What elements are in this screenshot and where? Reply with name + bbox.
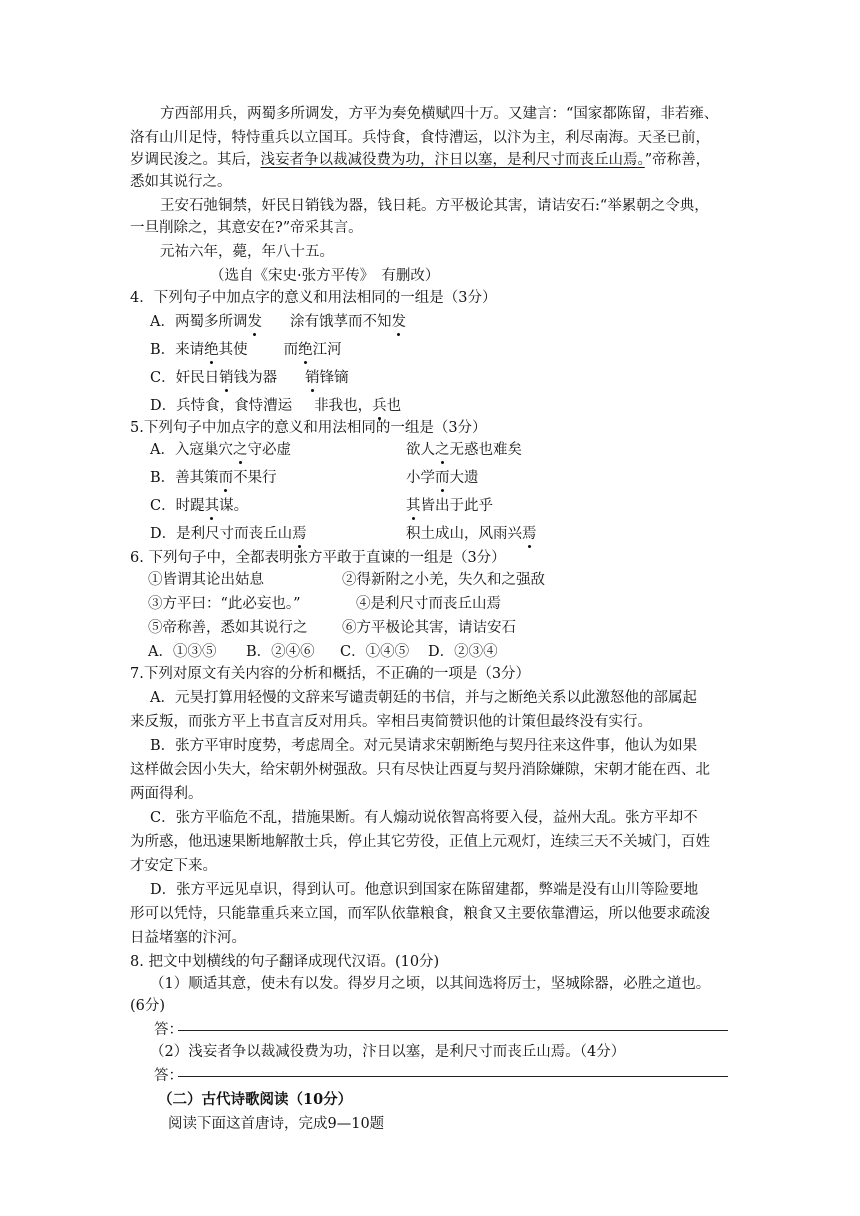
q7-option-d: 日益堵塞的汴河。 [130, 930, 246, 946]
passage-line: 悉如其说行之。 [130, 174, 232, 190]
q4-option-a: A．两蜀多所调发 涂有饿莩而不知发 [150, 314, 406, 330]
passage-source: （选自《宋史·张方平传》 有删改） [210, 268, 440, 284]
passage-line: 方西部用兵，两蜀多所调发，方平为奏免横赋四十万。又建言：“国家都陈留，非若雍、 [160, 106, 719, 122]
q8-sentence-1-score: (6分) [130, 998, 166, 1014]
section-heading: （二）古代诗歌阅读（10分） [158, 1091, 353, 1108]
q7-option-a: A．元昊打算用轻慢的文辞来写谴责朝廷的书信，并与之断绝关系以此激怒他的部属起 [150, 690, 697, 706]
q5-option-c-left: C．时踶其谋。 [150, 498, 249, 514]
question-4-stem: 4．下列句子中加点字的意义和用法相同的一组是（3分） [130, 290, 497, 306]
q6-item: ⑥方平极论其害，请诘安石 [342, 620, 516, 636]
question-7-stem: 7.下列对原文有关内容的分析和概括，不正确的一项是（3分） [130, 666, 531, 682]
q4-option-b: B．来请绝其使 而绝江河 [150, 342, 342, 358]
q5-option-a-left: A．入寇巢穴之守必虚 [150, 442, 291, 458]
q4-option-c: C．奸民日销钱为器 销锋镝 [150, 370, 349, 386]
q7-option-a: 来反叛，而张方平上书直言反对用兵。宰相吕夷简赞识他的计策但最终没有实行。 [130, 714, 652, 730]
q8-sentence-1: （1）顺适其意，使未有以发。得岁月之顷，以其间选将厉士，坚城除器，必胜之道也。 [150, 976, 711, 992]
passage-line: 一旦削除之，其意安在?”帝采其言。 [130, 220, 363, 236]
q6-choice: D．②③④ [428, 644, 498, 660]
q5-option-d-left: D．是利尺寸而丧丘山焉 [150, 526, 307, 542]
q5-option-b-left: B．善其策而不果行 [150, 470, 277, 486]
q5-option-b-right: 小学而大遗 [406, 470, 479, 486]
underlined-sentence: 浅妄者争以裁减役费为功，汴日以塞，是利尺寸而丧丘山焉。 [260, 152, 645, 168]
q6-item: ③方平曰：“此必妄也。” [148, 596, 301, 612]
q6-choice: C．①④⑤ [340, 644, 410, 660]
answer-line-1[interactable] [178, 1030, 728, 1031]
q4-option-d: D．兵恃食，食恃漕运 非我也，兵也 [150, 398, 402, 414]
q7-option-d: 形可以凭恃，只能靠重兵来立国，而军队依靠粮食，粮食又主要依靠漕运，所以他要求疏浚 [130, 906, 710, 922]
answer-label-2: 答： [154, 1068, 183, 1084]
question-5-stem: 5.下列句子中加点字的意义和用法相同的一组是（3分） [130, 420, 487, 436]
question-6-stem: 6. 下列句子中，全都表明张方平敢于直谏的一组是（3分） [130, 550, 506, 566]
q6-item: ⑤帝称善，悉如其说行之 [148, 620, 308, 636]
section-intro: 阅读下面这首唐诗，完成9—10题 [168, 1116, 385, 1132]
answer-line-2[interactable] [178, 1076, 728, 1077]
q5-option-c-right: 其皆出于此乎 [406, 498, 493, 514]
q7-option-c: C．张方平临危不乱，措施果断。有人煽动说依智高将要入侵，益州大乱。张方平却不 [150, 810, 698, 826]
passage-line: 王安石弛铜禁，奸民日销钱为器，钱日耗。方平极论其害，请诘安石:“举累朝之令典， [160, 198, 709, 214]
q7-option-b: 这样做会因小失大，给宋朝外树强敌。只有尽快让西夏与契丹消除嫌隙，宋朝才能在西、北 [130, 762, 710, 778]
q7-option-b: 两面得利。 [130, 786, 203, 802]
passage-line: 洛有山川足恃，特恃重兵以立国耳。兵恃食，食恃漕运，以汴为主，利尽南海。天圣已前， [130, 130, 710, 146]
q7-option-d: D．张方平远见卓识，得到认可。他意识到国家在陈留建都，弊端是没有山川等险要地 [150, 882, 699, 898]
passage-line: 元祐六年，薨，年八十五。 [160, 244, 334, 260]
passage-line: 岁调民浚之。其后，浅妄者争以裁减役费为功，汴日以塞，是利尺寸而丧丘山焉。”帝称善， [130, 152, 711, 168]
q6-choice: A．①③⑤ [148, 644, 217, 660]
q7-option-c: 才安定下来。 [130, 858, 217, 874]
q6-choice: B．②④⑥ [246, 644, 315, 660]
q6-item: ②得新附之小羌，失久和之强敌 [342, 572, 545, 588]
q5-option-d-right: 积土成山，风雨兴焉 [406, 526, 537, 542]
question-8-stem: 8. 把文中划横线的句子翻译成现代汉语。(10分) [130, 954, 440, 970]
q5-option-a-right: 欲人之无惑也难矣 [406, 442, 522, 458]
q6-item: ④是利尺寸而丧丘山焉 [356, 596, 501, 612]
q7-option-c: 为所惑，他迅速果断地解散士兵，停止其它劳役，正值上元观灯，连续三天不关城门，百姓 [130, 834, 710, 850]
q6-item: ①皆谓其论出姑息 [148, 572, 264, 588]
q7-option-b: B．张方平审时度势，考虑周全。对元昊请求宋朝断绝与契丹往来这件事，他认为如果 [150, 738, 698, 754]
q8-sentence-2: （2）浅妄者争以裁减役费为功，汴日以塞，是利尺寸而丧丘山焉。（4分） [150, 1044, 626, 1060]
answer-label-1: 答： [154, 1022, 183, 1038]
